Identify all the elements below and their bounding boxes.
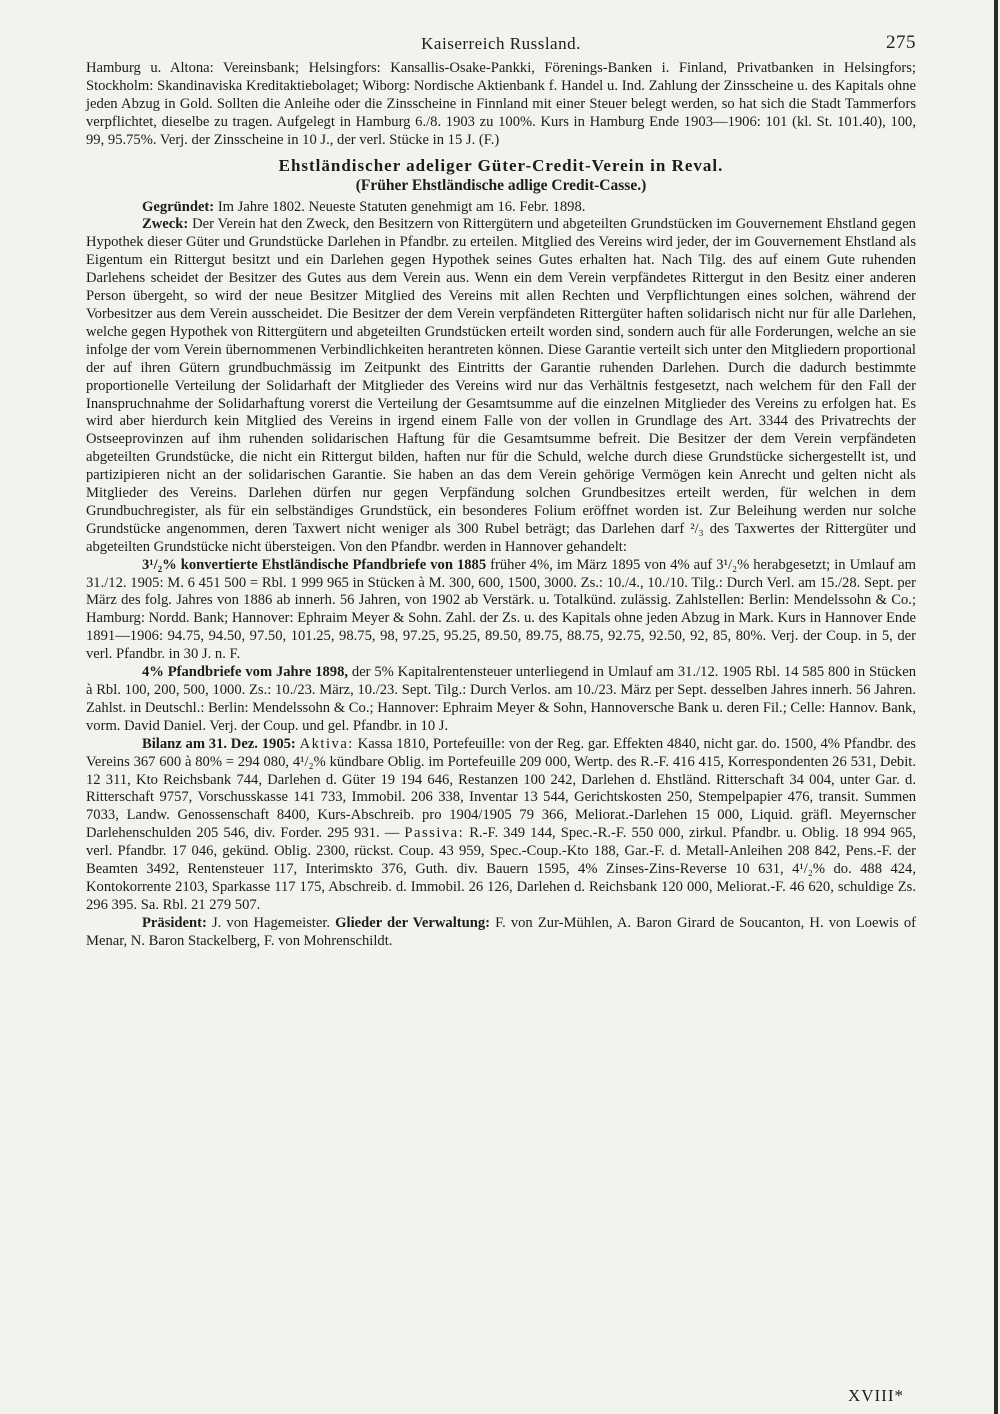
president-label: Präsident:: [142, 914, 207, 931]
bond-1-title: 3¹/₂% konvertierte Ehstländische Pfandbriefe von 1885: [142, 556, 487, 573]
president-name: J. von Hagemeister.: [211, 914, 331, 931]
founded-label: Gegründet:: [142, 198, 215, 215]
founded-paragraph: [86, 199, 916, 217]
assets-label: Aktiva:: [299, 735, 354, 752]
section-title: Ehstländischer adeliger Güter-Credit-Verein in Reval.: [278, 155, 724, 175]
founded-text: Im Jahre 1802. Neueste Statuten genehmigt am 16. Febr. 1898.: [217, 198, 586, 215]
scan-edge: [994, 0, 998, 1414]
bond-1-paragraph: [86, 557, 916, 664]
purpose-label: Zweck:: [142, 216, 189, 233]
bond-2-text: der 5% Kapitalrentensteuer unterliegend in Umlauf am 31./12. 1905 Rbl. 14 585 800 in Stücken à Rbl. 100, 200, 500, 1000. Zs.: 10./23. März, 10./23. Sept. Tilg.: Durch Verlos. am 10./23. März per Sept. desselben Jahres innerh. 56 Jahren. Zahlst. in Deutschl.: Berlin: Mendelssohn & Co.; Hannover: Ephraim Meyer & Sohn, Hannoversche Bank u. deren Fil.; Celle: Hannov. Bank, vorm. David Daniel. Verj. der Coup. und gel. Pfandbr. in 10 J.: [86, 664, 916, 734]
purpose-text: Der Verein hat den Zweck, den Besitzern von Rittergütern und abgeteilten Grundstücken im Gouvernement Ehstland gegen Hypothek dieser Güter und Grundstücke Darlehen in Pfandbr. zu erteilen. Mitglied des Vereins wird jeder, der im Gouvernement Ehstland als Eigentum ein Rittergut besitzt und ein Darlehen gegen Hypothek seines Gutes erhalten hat. Nach Tilg. des auf einem Gute ruhenden Darlehens scheidet der Besitzer des Gutes aus dem Verein aus. Wenn ein dem Verein verpfändetes Rittergut in den Besitz einer anderen Person übergeht, so wird der neue Besitzer Mitglied des Vereins mit allen Rechten und Verpflichtungen eines solchen, während der Vorbesitzer aus dem Verein ausscheidet. Die Besitzer der dem Verein verpfändeten Rittergüter haften solidarisch nicht nur für alle Darlehen, welche gegen Hypothek von Rittergütern und abgeteilten Grundstücken erteilt worden sind, sondern auch für alle Forderungen, welche an sie infolge der vom Verein übernommenen Verbindlichkeiten herantreten können. Diese Garantie verteilt sich unter den Mitgliedern proportional der auf ihren Gütern grundbuchmässig im Zeitpunkt des Eintritts der Garantie ruhenden Darlehen. Durch die dadurch bestimmte proportionelle Verteilung der Solidarhaft der Mitglieder des Vereins wird nur das Verhältnis festgesetzt, nach welchem für den Fall der Inanspruchnahme der Solidarhaftung vorerst die Verteilung der Gesamtsumme auf die einzelnen Mitglieder des Vereins zu erfolgen hat. Es wird aber hierdurch kein Mitglied des Vereins in irgend einem Falle von der vollen in Grundlage des Art. 3344 des Privatrechts der Ostseeprovinzen auf ihm ruhenden solidarischen Haftung für die Gesamtsumme befreit. Die Besitzer der dem Verein verpfändeten abgeteilten Grundstücke, die nicht ein Rittergut bilden, haften nur für die Schuld, welche durch diese Grundstücke sichergestellt ist, und partizipieren nicht an der solidarischen Garantie. Sie haben an das dem Verein gehörige Vermögen kein Anrecht und gelten nicht als Mitglieder des Vereins. Darlehen dürfen nur gegen Verpfändung solchen Grundbesitzes erteilt werden, für welchen in dem Grundbuchregister, als für ein selbständiges Grundstück, ein besonderes Folium eröffnet worden ist. Zur Beleihung werden nur solche Grundstücke angenommen, deren Taxwert nicht weniger als 300 Rubel beträgt; das Darlehen darf ²/₃ des Taxwertes der Rittergüter und abgeteilten Grundstücke nicht übersteigen. Von den Pfandbr. werden in Hannover gehandelt:: [86, 216, 916, 555]
section-subtitle: (Früher Ehstländische adlige Credit-Casse.): [355, 176, 647, 194]
page: [86, 30, 916, 1405]
liabilities-label: Passiva:: [404, 825, 465, 842]
management-paragraph: [86, 915, 916, 951]
board-label: Glieder der Verwaltung:: [335, 914, 490, 931]
sheet-signature: XVIII*: [847, 1386, 904, 1405]
running-head-title: Kaiserreich Russland.: [421, 34, 581, 53]
bond-2-title: 4% Pfandbriefe vom Jahre 1898,: [142, 664, 349, 681]
balance-title: Bilanz am 31. Dez. 1905:: [142, 735, 296, 752]
page-number: 275: [886, 32, 916, 53]
liabilities-text: R.-F. 349 144, Spec.-R.-F. 550 000, zirkul. Pfandbr. u. Oblig. 18 994 965, verl. Pfandbr. 17 046, gekünd. Oblig. 2300, rückst. Coup. 43 959, Spec.-Coup.-Kto 188, Gar.-F. d. Metall-Anleihen 208 842, Pens.-F. der Beamten 3492, Rentensteuer 117, Interimskto 376, Guth. div. Bauern 1595, 4% Zinses-Zins-Reverse 10 631, 4¹/₂% do. 488 424, Kontokorrente 2103, Sparkasse 117 175, Abschreib. d. Immobil. 26 126, Darlehen d. Reichsbank 120 000, Meliorat.-F. 46 620, schuldige Zs. 296 395. Sa. Rbl. 21 279 507.: [86, 825, 916, 913]
assets-text: Kassa 1810, Portefeuille: von der Reg. gar. Effekten 4840, nicht gar. do. 1500, 4% Pfandbr. des Vereins 367 600 à 80% = 294 080, 4¹/₂% kündbare Oblig. im Portefeuille 209 000, Wertp. des R.-F. 416 415, Korrespondenten 26 531, Debit. 12 311, Kto Reichsbank 744, Darlehen d. Güter 19 194 646, Restanzen 100 242, Darlehen d. Ehstländ. Ritterschaft 34 004, unter Gar. d. Ritterschaft 9757, Vorschusskasse 141 733, Immobil. 206 338, Inventar 13 544, Gerichtskosten 250, Stempelpapier 476, transit. Summen 7033, Landw. Genossenschaft 8400, Kurs-Abschreib. pro 1904/1905 79 366, Meliorat.-Darlehen 15 000, Liquid. gräfl. Meyernscher Darlehenschulden 205 546, div. Forder. 295 931. —: [86, 735, 916, 842]
purpose-paragraph: [86, 216, 916, 556]
bond-2-paragraph: [86, 664, 916, 736]
page-body: [86, 60, 916, 951]
intro-paragraph: Hamburg u. Altona: Vereinsbank; Helsingfors: Kansallis-Osake-Pankki, Förenings-Banken i. Finland, Privatbanken in Helsingfors; Stockholm: Skandinaviska Kreditaktiebolaget; Wiborg: Nordische Aktienbank f. Handel u. Ind. Zahlung der Zinsscheine u. des Kapitals ohne jeden Abzug in Gold. Sollten die Anleihe oder die Zinsscheine in Finnland mit einer Steuer belegt werden, so hat sich die Stadt Tammerfors verpflichtet, dieselbe zu tragen. Aufgelegt in Hamburg 6./8. 1903 zu 100%. Kurs in Hamburg Ende 1903—1906: 101 (kl. St. 101.40), 100, 99, 95.75%. Verj. der Zinsscheine in 10 J., der verl. Stücke in 15 J. (F.): [86, 60, 916, 148]
running-head: [86, 30, 916, 60]
balance-paragraph: [86, 736, 916, 915]
board-members: F. von Zur-Mühlen, A. Baron Girard de Soucanton, H. von Loewis of Menar, N. Baron Stackelberg, F. von Mohrenschildt.: [86, 914, 916, 949]
bond-1-text: früher 4%, im März 1895 von 4% auf 3¹/₂% herabgesetzt; in Umlauf am 31./12. 1905: M. 6 451 500 = Rbl. 1 999 965 in Stücken à M. 300, 600, 1500, 3000. Zs.: 10./4., 10./10. Tilg.: Durch Verl. am 15./28. Sept. per März des folg. Jahres von 1886 ab innerh. 56 Jahren, von 1902 ab Verstärk. u. Totalkünd. zulässig. Zahlstellen: Berlin: Mendelssohn & Co.; Hamburg: Nordd. Bank; Hannover: Ephraim Meyer & Sohn. Zahl. der Zs. u. des Kapitals ohne jeden Abzug in Mark. Kurs in Hannover Ende 1891—1906: 94.75, 94.50, 97.50, 101.25, 98.75, 98, 97.25, 95.25, 89.50, 89.75, 88.75, 92.75, 92.50, 92, 85, 80%. Verj. der Coup. in 5, der verl. Pfandbr. in 30 J. n. F.: [86, 556, 917, 663]
